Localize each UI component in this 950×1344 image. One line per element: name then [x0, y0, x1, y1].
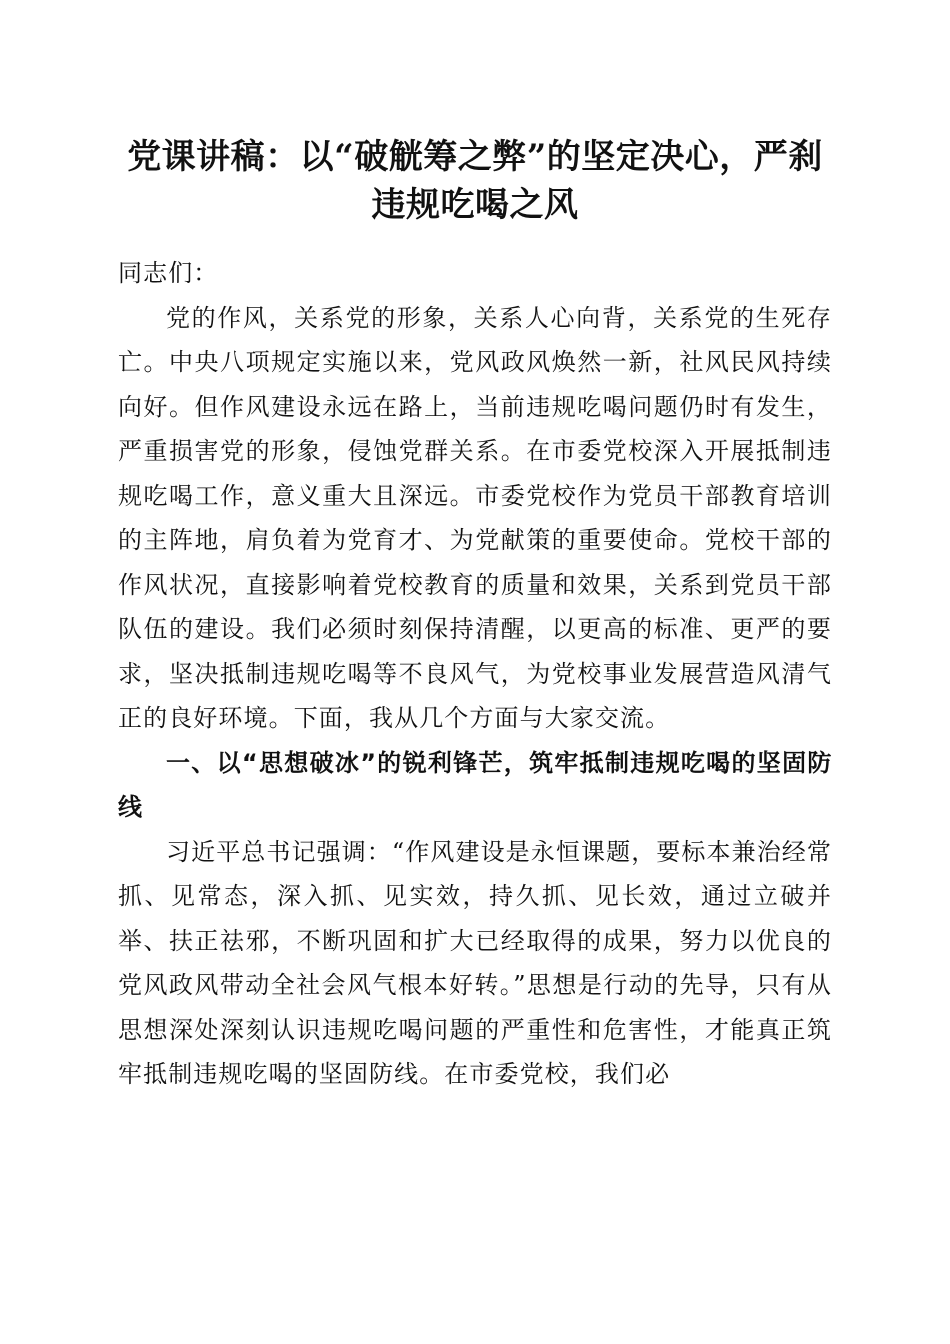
section-heading: 一、以“思想破冰”的锐利锋芒，筑牢抵制违规吃喝的坚固防线: [118, 748, 832, 821]
intro-paragraph: 党的作风，关系党的形象，关系人心向背，关系党的生死存亡。中央八项规定实施以来，党风政风焕然一新，社风民风持续向好。但作风建设永远在路上，当前违规吃喝问题仍时有发生，严重损害党的形象，侵蚀党群关系。在市委党校深入开展抵制违规吃喝工作，意义重大且深远。市委党校作为党员干部教育培训的主阵地，肩负着为党育才、为党献策的重要使命。党校干部的作风状况，直接影响着党校教育的质量和效果，关系到党员干部队伍的建设。我们必须时刻保持清醒，以更高的标准、更严的要求，坚决抵制违规吃喝等不良风气，为党校事业发展营造风清气正的良好环境。下面，我从几个方面与大家交流。: [118, 303, 832, 732]
greeting: 同志们：: [118, 259, 219, 287]
document-body: [118, 251, 832, 1097]
document-title: 党课讲稿：以“破觥筹之弊”的坚定决心，严刹违规吃喝之风: [127, 137, 823, 225]
section-paragraph: 习近平总书记强调：“作风建设是永恒课题，要标本兼治经常抓、见常态，深入抓、见实效，持久抓、见长效，通过立破并举、扶正祛邪，不断巩固和扩大已经取得的成果，努力以优良的党风政风带动全社会风气根本好转。”思想是行动的先导，只有从思想深处深刻认识违规吃喝问题的严重性和危害性，才能真正筑牢抵制违规吃喝的坚固防线。在市委党校，我们必: [118, 837, 832, 1088]
